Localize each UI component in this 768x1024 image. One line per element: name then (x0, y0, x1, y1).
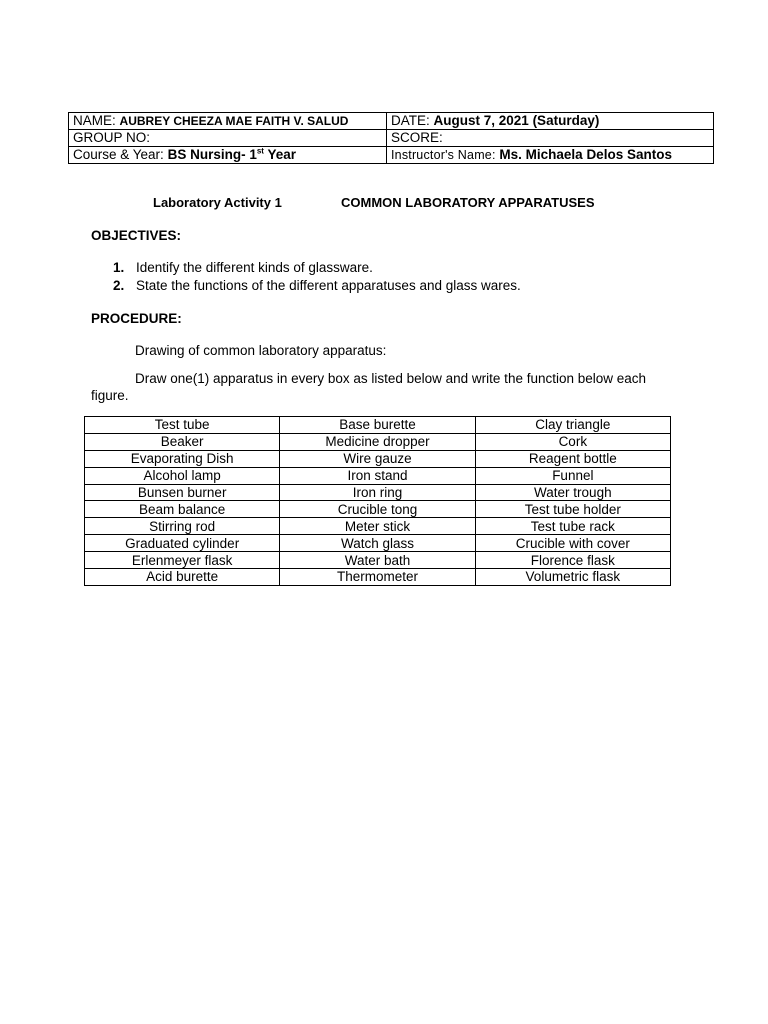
apparatus-cell: Crucible with cover (475, 535, 670, 552)
table-row (85, 535, 671, 552)
apparatus-table (84, 416, 671, 586)
course-value-tail: Year (263, 147, 297, 162)
table-row (85, 484, 671, 501)
objective-text: Identify the different kinds of glassware. (136, 260, 373, 275)
table-row (85, 450, 671, 467)
instructor-value: Ms. Michaela Delos Santos (499, 147, 672, 162)
apparatus-cell: Florence flask (475, 552, 670, 569)
instructor-label: Instructor's Name: (391, 148, 496, 162)
group-label: GROUP NO: (73, 130, 151, 145)
student-info-table (68, 112, 714, 164)
apparatus-cell: Alcohol lamp (85, 467, 280, 484)
apparatus-cell: Iron stand (280, 467, 475, 484)
apparatus-cell: Stirring rod (85, 518, 280, 535)
name-label: NAME: (73, 113, 116, 128)
info-row-course-instructor (69, 147, 714, 164)
apparatus-cell: Water trough (475, 484, 670, 501)
name-cell (69, 113, 387, 130)
apparatus-cell: Medicine dropper (280, 433, 475, 450)
apparatus-cell: Clay triangle (475, 417, 670, 434)
info-row-group-score (69, 130, 714, 147)
objective-item (113, 277, 521, 295)
activity-topic: COMMON LABORATORY APPARATUSES (341, 195, 595, 210)
table-row (85, 433, 671, 450)
apparatus-cell: Volumetric flask (475, 569, 670, 586)
score-label: SCORE: (391, 130, 443, 145)
objectives-heading: OBJECTIVES: (91, 228, 182, 243)
apparatus-cell: Base burette (280, 417, 475, 434)
date-cell (387, 113, 714, 130)
apparatus-cell: Beaker (85, 433, 280, 450)
table-row (85, 569, 671, 586)
course-value (168, 147, 296, 162)
objective-number: 1. (113, 260, 125, 275)
objective-item (113, 259, 521, 277)
apparatus-cell: Bunsen burner (85, 484, 280, 501)
table-row (85, 417, 671, 434)
apparatus-cell: Crucible tong (280, 501, 475, 518)
apparatus-cell: Watch glass (280, 535, 475, 552)
course-value-main: BS Nursing- 1 (167, 147, 257, 162)
apparatus-cell: Iron ring (280, 484, 475, 501)
apparatus-table-body (85, 417, 671, 586)
procedure-heading: PROCEDURE: (91, 311, 182, 326)
table-row (85, 467, 671, 484)
table-row (85, 518, 671, 535)
apparatus-cell: Beam balance (85, 501, 280, 518)
apparatus-cell: Test tube rack (475, 518, 670, 535)
apparatus-cell: Water bath (280, 552, 475, 569)
score-cell (387, 130, 714, 147)
apparatus-cell: Reagent bottle (475, 450, 670, 467)
objectives-list (113, 259, 521, 295)
name-value: AUBREY CHEEZA MAE FAITH V. SALUD (119, 114, 349, 128)
date-value: August 7, 2021 (Saturday) (433, 113, 600, 128)
info-row-name-date (69, 113, 714, 130)
apparatus-cell: Graduated cylinder (85, 535, 280, 552)
instructor-cell (387, 147, 714, 164)
apparatus-cell: Evaporating Dish (85, 450, 280, 467)
table-row (85, 552, 671, 569)
objective-number: 2. (113, 278, 125, 293)
apparatus-cell: Wire gauze (280, 450, 475, 467)
apparatus-cell: Funnel (475, 467, 670, 484)
apparatus-cell: Test tube holder (475, 501, 670, 518)
apparatus-cell: Erlenmeyer flask (85, 552, 280, 569)
procedure-line-1: Drawing of common laboratory apparatus: (135, 343, 387, 358)
course-cell (69, 147, 387, 164)
activity-title: Laboratory Activity 1 (153, 195, 282, 210)
apparatus-cell: Cork (475, 433, 670, 450)
procedure-line-2: Draw one(1) apparatus in every box as listed below and write the function below each figure. (91, 371, 647, 403)
course-label: Course & Year: (73, 147, 164, 162)
apparatus-cell: Acid burette (85, 569, 280, 586)
date-label: DATE: (391, 113, 430, 128)
apparatus-cell: Test tube (85, 417, 280, 434)
group-cell (69, 130, 387, 147)
apparatus-cell: Thermometer (280, 569, 475, 586)
objective-text: State the functions of the different apparatuses and glass wares. (136, 278, 521, 293)
course-value-sup: st (256, 146, 264, 156)
table-row (85, 501, 671, 518)
apparatus-cell: Meter stick (280, 518, 475, 535)
